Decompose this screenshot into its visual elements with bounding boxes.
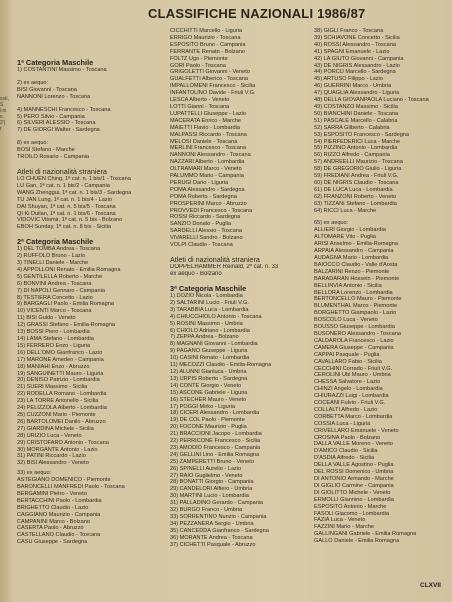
ranking-entry: 12) GRASSI Stefano - Emilia-Romagna (17, 322, 115, 329)
ranking-entry: CAPPAI Pasquale - Puglia (314, 351, 380, 358)
ranking-entry: BRIGHETTO Claudio - Lazio (17, 504, 89, 511)
ranking-entry: CROSINA Paolo - Bolzano (314, 434, 381, 441)
ranking-entry: 21) SUERI Massimo - Sicilia (17, 384, 88, 391)
ranking-entry: 4) CHIUCCHIOLO Antonio - Toscana (170, 313, 262, 320)
ranking-entry: GALLO Daniele - Emilia Romagna (314, 538, 400, 545)
ranking-entry: 4) APPOLLONI Renato - Emilia Romagna (17, 266, 121, 273)
ranking-entry: ESPOSITO Bruno - Campania (170, 41, 246, 48)
category-heading: 2ª Categoria Maschile (17, 237, 94, 247)
ranking-entry: BERTACCHINI Paolo - Lombardia (17, 497, 102, 504)
ranking-entry: VIDOVIC Vitomir, 1ª cat. n. 5 bis - Bolzano (17, 217, 123, 224)
ranking-entry: TU JAN Lung, 1ª cat. n. 1 bis/4 - Lazio (17, 196, 113, 203)
ranking-entry: PROVVEDI Francesco - Toscana (170, 207, 253, 214)
margin-fragment: 2'( (0, 120, 6, 126)
ranking-entry: 14) LAMA Stefano - Lombardia (17, 336, 94, 342)
page-title: CLASSIFICHE NAZIONALI 1986/87 (148, 6, 366, 21)
category-heading: 3ª Categoria Maschile (170, 284, 247, 293)
ranking-entry: AUDAGNA Mario - Lombardia (314, 255, 389, 261)
ranking-entry: CICCHITTI Marcello - Liguria (170, 28, 243, 34)
ranking-entry: BOUSSO Giuseppe - Lombardia (314, 324, 395, 331)
ranking-entry: SANZIO Donato - Puglia (170, 221, 231, 228)
ranking-entry: 2) SALTARINI Lucio - Friuli V.G. (170, 299, 249, 306)
ranking-entry: EBOH Sunday, 1ª cat. n. 8 bis - Sicilia (17, 224, 111, 231)
ranking-entry: DAI Shuyan, 1ª cat. n. 5 bis/5 - Toscana (17, 203, 116, 210)
ranking-entry: COCEANI Fulvio - Friuli V.G. (314, 400, 386, 407)
ranking-entry: 13) URPIS Roberto - Sardegna (170, 375, 248, 382)
margin-fragment: ssti, (0, 96, 9, 102)
ranking-entry: 42) LA GIUTO Giovanni - Campania (314, 55, 404, 62)
ranking-entry: 31) PATINI Riccardo - Lazio (17, 453, 86, 460)
column-right (314, 28, 450, 545)
ranking-entry: 22) PERRICONE Francesco - Sicilia (170, 438, 261, 445)
margin-fragment: S (0, 102, 4, 108)
margin-fragment: i.ni (0, 108, 7, 114)
ranking-entry: ESPOSITO Antonio - Marche (314, 503, 387, 510)
ranking-entry: 34) PEZZANERA Sergio - Umbria (170, 520, 254, 527)
ranking-entry: PALUMMO Mario - Campania (170, 173, 244, 180)
ranking-entry: 31) PALLADINO Gerardo - Campania (170, 500, 264, 507)
ranking-entry: 30) MARTINI Lucio - Lombardia (170, 493, 249, 500)
ranking-entry: 28) URIZIO Luca - Veneto (17, 432, 82, 439)
ranking-entry: 19) SANGUINETTI Mauro - Liguria (17, 370, 104, 377)
ranking-entry: BOSI Stefano - Marche (17, 147, 75, 154)
ranking-entry: BLUMENTHAL Marco - Piemonte (314, 303, 398, 310)
ranking-entry: D'ASDIA Alfredo - Sicilia (314, 455, 375, 462)
ranking-entry: MELOSI Daniele - Toscana (170, 138, 238, 145)
ranking-entry: CAMPANINI Marco - Bolzano (17, 518, 90, 525)
ranking-entry: 51) PASCALE Marcello - Calabria (314, 117, 398, 124)
ranking-entry: 47) QUAGLIA Alessandro - Liguria (314, 90, 400, 97)
ranking-entry: 28) BONATTI Giorgio - Campania (170, 479, 254, 486)
ranking-entry: ERMOLLI Giannino - Lombardia (314, 496, 394, 503)
ranking-entry: 16) STECHER Mauro - Veneto (170, 396, 247, 403)
ranking-entry: LUPATTELLI Giuseppe - Lazio (170, 110, 246, 117)
ranking-entry: CAVALLARO Fabio - Sicilia (314, 358, 382, 365)
ranking-entry: 50) BIANCHINI Daniele - Toscana (314, 110, 399, 117)
ranking-entry: BALZARINI Renzo - Piemonte (314, 268, 390, 275)
ranking-entry: 3) TARABBIA Luca - Lombardia (170, 306, 249, 313)
ranking-entry: CEROLINI Ubi Mauro - Umbria (314, 372, 391, 379)
ranking-entry: FOLTZ Ugo - Piemonte (170, 55, 228, 62)
ranking-entry: CECCHINI Corrado - Friuli V.G. (314, 365, 393, 372)
column-middle (170, 28, 308, 549)
ranking-entry: ERRIGO Maurizio - Toscana (170, 34, 241, 41)
ranking-entry: BORGHETTO Giampaolo - Lazio (314, 310, 397, 317)
ranking-entry: 52) SARRA Gilberto - Calabria (314, 124, 390, 131)
ranking-entry: BERGAMINI Pietro - Veneto (17, 490, 87, 497)
ranking-entry: ARISI Anselmo - Emilia-Romagna (314, 241, 398, 248)
ranking-entry: OLTRAMARI Marco - Veneto (170, 166, 242, 173)
ranking-entry: DI GIOLITTO Michele - Veneto (314, 489, 391, 496)
ranking-entry: 26) SPINELLI Aurelio - Lazio (170, 465, 242, 472)
ranking-entry: COLLALTI Alfredo - Lazio (314, 406, 378, 413)
section-subheading: Atleti di nazionalità straniera (17, 166, 107, 176)
ranking-entry: 15) ASCONE Gabriele - Liguria (170, 389, 248, 396)
ranking-entry: 32) BURGO Franco - Umbria (170, 507, 243, 514)
ranking-entry: 12) ALUNNI Gianluca - Umbria (170, 368, 247, 375)
ranking-entry: 41) SPAGNI Emanuele - Lazio (314, 48, 390, 55)
adjacent-page-edge-text (0, 96, 13, 196)
ranking-entry: BISI Giovanni - Toscana (17, 86, 77, 93)
ranking-entry: ex aequo - Bolzano (170, 271, 222, 277)
ranking-entry: 17) MARONE Amedeo - Campania (17, 356, 104, 363)
ranking-entry: D'AMICO Claudio - Sicilia (314, 448, 378, 455)
ranking-entry: CASU Giuseppe - Sardegna (17, 539, 88, 546)
ranking-entry: LU Gan, 1ª cat. n. 1 bis/2 - Campania (17, 182, 110, 189)
ranking-entry: LO CHUEN Ching, 1ª cat. n. 1 bis/1 - Toscana (17, 175, 131, 182)
ranking-entry: 54) PIERFEDERICI Luca - Marche (314, 138, 401, 145)
ranking-entry: PROSPERINI Marco - Abruzzo (170, 200, 247, 207)
ranking-entry: 45) ARTUSO Filippo - Lazio (314, 76, 383, 83)
ranking-entry: CAGGIANO Maurizio - Campania (17, 511, 101, 518)
ranking-entry: POMA Roberto - Sardegna (170, 193, 237, 200)
ranking-entry: 9) PAGANO Giuseppe - Liguria (170, 348, 248, 355)
ranking-entry: 24) PELIZZOLA Alberto - Lombardia (17, 405, 107, 412)
ranking-entry: 8) MAGNANI Giovanni - Lombardia (170, 341, 258, 348)
ranking-entry: CHESSA Salvatore - Lazio (314, 379, 381, 386)
ranking-entry: 30) MORGANTE Antonio - Lazio (17, 446, 98, 453)
ranking-entry: 22) RODELLA Romano - Lombardia (17, 391, 107, 398)
ranking-entry: 9) BARGAGLI Paolo - Emilia Romagna (17, 301, 114, 308)
ranking-entry: 25) ZAMPERETTI Bruno - Veneto (170, 458, 254, 465)
ranking-entry: 37) CICHETTI Pasquale - Abruzzo (170, 541, 256, 548)
ranking-entry: CASTELLANO Claudio - Toscana (17, 532, 101, 539)
ranking-entry: FAZIA Luca - Veneto (314, 517, 366, 524)
ranking-entry: SARDELLI Alessio - Toscana (170, 228, 243, 235)
ranking-entry: 65) ex aequo: (314, 220, 349, 227)
ranking-entry: 1) COSTANTINI Massimo - Toscana (17, 67, 107, 73)
ranking-entry: 8) TESTIERA Concetto - Lazio (17, 294, 93, 301)
ranking-entry: 29) CRISTOFARO Antonio - Toscana (17, 439, 109, 446)
ranking-entry: BERTONCELLO Mauro - Piemonte (314, 296, 402, 303)
ranking-entry: 16) DELL'OMO Gianfranco - Lazio (17, 349, 103, 356)
ranking-entry: DOPPELHAMMER Reinald, 2ª cat. n. 33 (170, 264, 279, 270)
ranking-entry: 8) ex aequo: (17, 140, 49, 147)
ranking-entry: BUSONERO Alessandro - Toscana (314, 330, 401, 337)
category-heading: 1ª Categoria Maschile (17, 58, 94, 67)
ranking-entry: 61) DE LUCA Luca - Lombardia (314, 186, 393, 193)
ranking-entry: 13) BOSSI Piero - Lombardia (17, 329, 90, 336)
ranking-entry: 18) CICERI Alessandro - Lombardia (170, 410, 260, 417)
section-subheading: Atleti di nazionalità straniera (170, 255, 260, 264)
ranking-entry: DALLA VALLE Moreno - Veneto (314, 441, 393, 448)
ranking-entry: 6) SILVERI ALESSIO - Toscana (17, 120, 96, 127)
ranking-entry: 57) ANDREELLI Maurizio - Toscana (314, 159, 403, 166)
ranking-entry: 35) CANCEDDA Gianfranco - Sardegna (170, 527, 269, 534)
margin-fragment: s. (0, 114, 4, 120)
ranking-entry: CRIVELLARO Emanuele - Veneto (314, 427, 399, 434)
ranking-entry: 40) ROSSI Alessandro - Toscana (314, 41, 396, 48)
ranking-entry: 11) MECOZZI Claudio - Emilia-Romagna (170, 362, 272, 369)
ranking-entry: 14) CONTE Giorgio - Veneto (170, 382, 242, 389)
ranking-entry: 3) TINELLI Daniele - Marche (17, 260, 89, 267)
ranking-entry: FASOLI Giacomo - Lombardia (314, 510, 389, 517)
ranking-entry: 53) ESPOSITO Francesco - Sardegna (314, 131, 410, 138)
ranking-entry: ALLIERI Giorgio - Lombardia (314, 227, 386, 234)
ranking-entry: 5) GENTILELLA Roberto - Marche (17, 273, 103, 280)
ranking-entry: VIVARELLI Sandro - Bolzano (170, 235, 243, 242)
ranking-entry: 11) BISI Guido - Veneto (17, 315, 76, 322)
ranking-entry: LESCA Alberto - Veneto (170, 97, 230, 104)
ranking-entry: 5) ROSINI Massimo - Umbria (170, 320, 243, 327)
ranking-entry: 33) SORRENTINO Nunzio - Campania (170, 514, 267, 520)
ranking-entry: CAMERA Giuseppe - Campania (314, 344, 394, 351)
ranking-entry: 6) CHIOLO Adriano - Lombardia (170, 327, 250, 334)
ranking-entry: DEL ROSSI Domenico - Umbria (314, 469, 394, 476)
ranking-entry: ASTEGIANO DOMENICO - Piemonte (17, 477, 111, 484)
ranking-entry: 46) GUERRINI Marco - Umbria (314, 83, 392, 90)
ranking-entry: 5) PERO Silvio - Campania (17, 113, 85, 120)
ranking-entry: 36) MORANTE Andrea - Toscana (170, 534, 253, 541)
ranking-entry: BELLORA Lorenzo - Lombardia (314, 289, 393, 296)
page-number: CLXVII (420, 582, 441, 589)
ranking-entry: 63) TIZZANI Stefano - Lombardia (314, 200, 397, 207)
ranking-entry: 43) DE NIGRIS Alessandro - Lazio (314, 62, 400, 69)
ranking-entry: IMPALLOMENI Francesco - Sicilia (170, 83, 256, 90)
ranking-entry: VOLPI Claudio - Toscana (170, 242, 233, 249)
ranking-entry: 20) DENISO Patrizio - Lombardia (17, 377, 100, 384)
ranking-entry: 62) FRANZONI Roberto - Veneto (314, 193, 397, 200)
ranking-entry: MERLINI Francesco - Toscana (170, 145, 247, 152)
ranking-entry: TROILO Rosario - Campania (17, 154, 90, 161)
ranking-entry: NAZZARI Alberto - Lombardia (170, 159, 245, 166)
ranking-entry: 2) RUFFOLO Bruno - Lazio (17, 253, 86, 260)
ranking-entry: MALPASSI Riccardo - Toscana (170, 131, 247, 138)
ranking-entry: QI Ki Duilan, 1ª cat. n. 1 bis/6 - Toscana (17, 210, 116, 217)
ranking-entry: 48) DELLA GIOVANPAOLA Luciano - Toscana (314, 97, 429, 104)
ranking-entry: NANNONI Alessandro - Toscana (170, 152, 251, 159)
ranking-entry: BARADARAN Hossein - Piemonte (314, 275, 400, 282)
ranking-entry: 18) MANIAHI Enzo - Abruzzo (17, 363, 90, 370)
ranking-entry: 33) ex aequo: (17, 470, 52, 477)
ranking-entry: BELLINVIA Antonio - Sicilia (314, 282, 382, 289)
ranking-entry: 1) DEL TOMBA Andrea - Toscana (17, 246, 101, 253)
ranking-entry: 60) DE NIGRIS Claudio - Toscana (314, 179, 399, 186)
ranking-entry: 58) DE GREGORIO Giulio - Liguria (314, 166, 402, 173)
ranking-entry: CALDAROLA Francesco - Lazio (314, 337, 394, 344)
ranking-entry: CHINZI Angelo - Lombardia (314, 386, 383, 393)
ranking-entry: CHIURAZZI Luigi - Lombardia (314, 393, 389, 400)
ranking-entry: 23) LA TORRE Antonello - Sicilia (17, 398, 99, 405)
ranking-entry: 56) RIZZO Alfredo - Campania (314, 152, 390, 159)
ranking-entry: GALLINGANI Gabriele - Emilia Romagna (314, 531, 417, 538)
ranking-entry: GORI Paolo - Toscana (170, 62, 226, 69)
ranking-entry: 38) GIGLI Franco - Toscana (314, 28, 384, 34)
ranking-entry: 59) FREDIANI Andrea - Friuli V.G. (314, 173, 399, 180)
ranking-entry: 25) CUZZONI Mario - Piemonte (17, 411, 96, 418)
ranking-entry: BAIOCCO Claudio - Valle d'Aosta (314, 261, 398, 268)
ranking-entry: FERRANTE Renato - Bolzano (170, 48, 245, 55)
ranking-entry: 17) POGGI Mirko - Liguria (170, 403, 235, 410)
ranking-entry: ARPAIA Alessandro - Campania (314, 248, 394, 255)
ranking-entry: 6) BONVINI Andrea - Toscana (17, 280, 92, 287)
ranking-entry: DELLA VALLE Agostino - Puglia (314, 462, 394, 469)
ranking-entry: ALTOMARE Vito - Puglia (314, 234, 376, 241)
ranking-entry: 29) CANDELORI Alfiero - Umbria (170, 486, 253, 493)
ranking-entry: 7) DI NAPOLI Gennaro - Campania (17, 287, 105, 294)
ranking-entry: CASERTA Paolo - Abruzzo (17, 525, 84, 532)
ranking-entry: COSSIA Luca - Liguria (314, 420, 371, 427)
ranking-entry: 24) GELLINI Lino - Emilia Romagna (170, 451, 260, 458)
ranking-entry: NANNONI Lorenzo - Toscana (17, 93, 91, 100)
ranking-entry: 55) PIZZINO Antonio - Lombardia (314, 145, 398, 152)
ranking-entry: INFANTOLINO Davide - Friuli V.G. (170, 90, 256, 97)
ranking-entry: CORBETTA Marco - Lombardia (314, 413, 393, 420)
ranking-entry: 23) AMODIO Francesco - Campania (170, 444, 261, 451)
ranking-entry: 4) MANNESCHI Francesco - Toscana (17, 106, 111, 113)
ranking-entry: DI ANTONIO Armando - Marche (314, 476, 394, 482)
ranking-entry: 21) BRACCIONI Jacopo - Lombardia (170, 431, 262, 438)
ranking-entry: 32) BISI Alessandro - Veneto (17, 460, 89, 467)
ranking-entry: 44) PORCU Marcello - Sardegna (314, 69, 396, 76)
margin-fragment: r (0, 126, 2, 132)
ranking-entry: BARONCELLI MANFREDI Paolo - Toscana (17, 484, 125, 491)
ranking-entry: GRIGOLETTI Giovanni - Veneto (170, 69, 250, 76)
ranking-entry: 10) CASINI Renato - Lombardia (170, 355, 250, 362)
ranking-entry: 7) ZEPPA Andrea - Bolzano (170, 334, 239, 341)
ranking-entry: LOTTI Gianni - Toscana (170, 103, 230, 110)
ranking-entry: 15) FERRERO Enzo - Liguria (17, 342, 91, 349)
ranking-entry: 2) ex aequo: (17, 79, 49, 86)
ranking-entry: GUALFETTI Alberico - Toscana (170, 76, 248, 83)
ranking-entry: 10) VICENTI Marco - Toscana (17, 308, 92, 315)
ranking-entry: 27) RAIO Guglielmo - Veneto (170, 472, 243, 479)
ranking-entry: 39) SCHIAVONE Concetto - Sicilia (314, 34, 400, 41)
ranking-entry: 27) GIARDINA Michele - Sicilia (17, 425, 94, 432)
ranking-entry: PERUGI Dario - Liguria (170, 179, 229, 186)
ranking-entry: 19) DE COL Paolo - Piemonte (170, 417, 245, 424)
ranking-entry: MAIETTI Flavio - Lombardia (170, 124, 240, 131)
ranking-entry: FAZZINI Mario - Marche (314, 524, 374, 531)
ranking-entry: 49) COSTANZO Massimo - Sicilia (314, 103, 398, 110)
ranking-entry: 7) DE GIORGI Walter - Sardegna (17, 127, 100, 134)
ranking-entry: WANG Zhenggui, 1ª cat. n. 1 bis/3 - Sardegna (17, 189, 132, 196)
ranking-entry: 20) FOCONE Maurizio - Puglia (170, 424, 247, 431)
ranking-entry: 64) RICCI Luca - Marche (314, 207, 377, 214)
ranking-entry: MACERATA Enrico - Marche (170, 117, 241, 124)
ranking-entry: BOSCOLO Luca - Veneto (314, 317, 378, 324)
ranking-entry: ROSSI Riccardo - Sardegna (170, 214, 241, 221)
ranking-entry: POMA Alessandro - Sardegna (170, 186, 245, 193)
ranking-entry: 26) BARTOLOMEI Danilo - Abruzzo (17, 418, 106, 425)
ranking-entry: DI GIGLIO Carmine - Campania (314, 482, 394, 489)
ranking-entry: 1) DOZIO Nicola - Lombardia (170, 293, 243, 299)
column-left (17, 58, 159, 546)
